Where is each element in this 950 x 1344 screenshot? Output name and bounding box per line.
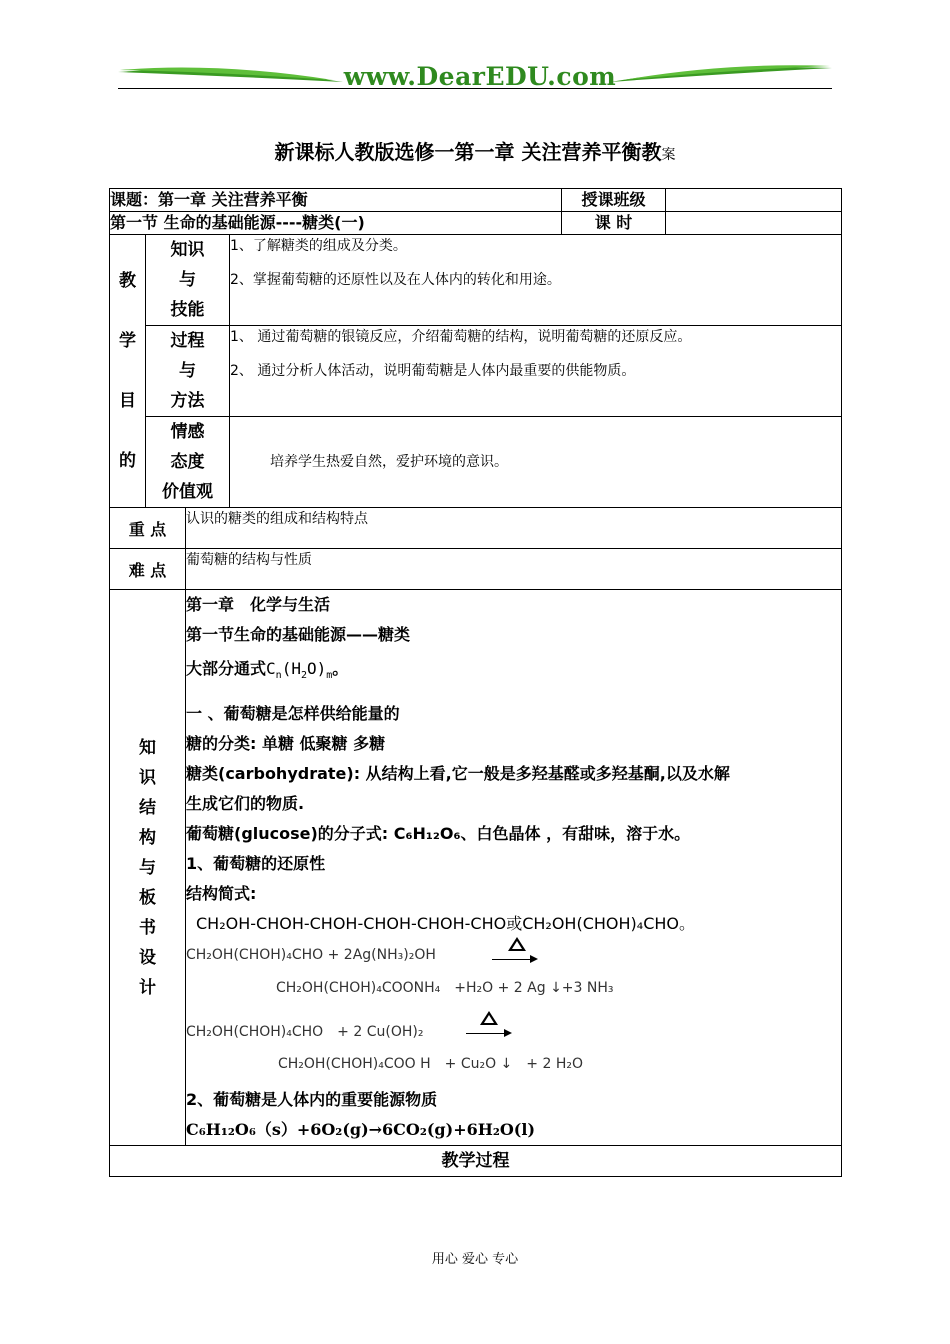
difficulty-label: 难 点 bbox=[110, 549, 186, 590]
board-chapter: 第一章 化学与生活 bbox=[186, 595, 331, 614]
board-section: 第一节生命的基础能源——糖类 bbox=[186, 625, 411, 644]
section-cell: 第一节 生命的基础能源----糖类(一) bbox=[110, 212, 562, 235]
question-1: 一 、葡萄糖是怎样供给能量的 bbox=[186, 704, 400, 724]
heat-triangle-icon bbox=[508, 937, 526, 951]
silver-mirror-equation: CH₂OH(CHOH)₄CHO + 2Ag(NH₃)₂OH bbox=[186, 939, 841, 973]
objectives-label: 教 学 目 的 bbox=[110, 235, 146, 508]
classification: 糖的分类: 单糖 低聚糖 多糖 bbox=[186, 734, 386, 754]
emotion-content: 培养学生热爱自然，爱护环境的意识。 bbox=[230, 417, 842, 508]
emotion-label: 情感 态度 价值观 bbox=[146, 417, 230, 508]
footer-text: 用心 爱心 专心 bbox=[431, 1252, 519, 1267]
topic-cell: 课题：第一章 关注营养平衡 bbox=[110, 189, 562, 212]
arrow-icon-2 bbox=[466, 1033, 510, 1034]
general-formula: 大部分通式$C_n(H_2O)_m$。 bbox=[186, 659, 349, 682]
teaching-process-label: 教学过程 bbox=[110, 1146, 842, 1177]
knowledge-label: 知识 与 技能 bbox=[146, 235, 230, 326]
header-rule bbox=[118, 88, 832, 89]
structure-label: 结构简式: bbox=[186, 884, 257, 904]
definition-line-2: 生成它们的物质. bbox=[186, 794, 305, 814]
title-tail: 案 bbox=[661, 147, 676, 163]
board-label: 知 识 结 构 与 板 书 设 计 bbox=[110, 590, 186, 1146]
glucose-formula: 葡萄糖(glucose)的分子式: C₆H₁₂O₆、白色晶体 ，有甜味，溶于水。 bbox=[186, 824, 691, 844]
board-content: 第一章 化学与生活 第一节生命的基础能源——糖类 大部分通式$C_n(H_2O)_m$。 一 、葡萄糖是怎样供给能量的 糖的分类: 单糖 低聚糖 多糖 糖类(carbohydrate): 从结构上看,它一般是多羟基醛或多羟基酮,以及水解 生成它们的物质. 葡萄糖(glucose)的分子式: C₆H₁₂O₆、白色晶体 ，有甜味，溶于水。 1、葡萄糖的还原性 结构简式: CH₂OH-CHOH-CHOH-CHOH-CHOH-CHO或CH₂OH(CHOH)₄CHO。 CH₂OH(CHOH)₄CHO + 2Ag(NH₃)₂OH CH₂OH(CHOH)₄COONH₄ +H₂O + 2 Ag ↓+3 NH₃ CH₂OH(CHOH)₄CHO + 2 Cu(OH)₂ CH₂OH(CHOH)₄COO H + Cu₂O ↓ + 2 H₂O 2、葡萄糖是人体内的重要能源物质 C₆H₁₂O₆（s）+6O₂(g)→6CO₂(g)+6H₂O(l) bbox=[186, 590, 842, 1146]
site-logo-text: www.DearEDU.com bbox=[343, 62, 617, 91]
difficulty-text: 葡萄糖的结构与性质 bbox=[186, 549, 842, 590]
key-point-text: 认识的糖类的组成和结构特点 bbox=[186, 508, 842, 549]
class-label: 授课班级 bbox=[562, 189, 666, 212]
process-content: 1、 通过葡萄糖的银镜反应，介绍葡萄糖的结构，说明葡萄糖的还原反应。 2、 通过分析人体活动，说明葡萄糖是人体内最重要的供能物质。 bbox=[230, 326, 842, 417]
structure-formula: CH₂OH-CHOH-CHOH-CHOH-CHOH-CHO或CH₂OH(CHOH)₄CHO。 bbox=[196, 914, 695, 934]
document-title bbox=[0, 136, 950, 165]
key-point-label: 重 点 bbox=[110, 508, 186, 549]
final-equation: C₆H₁₂O₆（s）+6O₂(g)→6CO₂(g)+6H₂O(l) bbox=[186, 1120, 536, 1140]
subheading-2: 2、葡萄糖是人体内的重要能源物质 bbox=[186, 1090, 438, 1110]
hours-label: 课 时 bbox=[562, 212, 666, 235]
class-value bbox=[666, 189, 842, 212]
arrow-icon bbox=[492, 959, 536, 960]
heat-triangle-icon-2 bbox=[480, 1011, 498, 1025]
process-label: 过程 与 方法 bbox=[146, 326, 230, 417]
definition-line-1: 糖类(carbohydrate): 从结构上看,它一般是多羟基醛或多羟基酮,以及水解 bbox=[186, 764, 730, 784]
hours-value bbox=[666, 212, 842, 235]
title-main: 新课标人教版选修一第一章 关注营养平衡教 bbox=[274, 140, 662, 164]
knowledge-content: 1、了解糖类的组成及分类。 2、掌握葡萄糖的还原性以及在人体内的转化和用途。 bbox=[230, 235, 842, 326]
lesson-plan-table bbox=[109, 188, 842, 1177]
subheading-1: 1、葡萄糖的还原性 bbox=[186, 854, 326, 874]
